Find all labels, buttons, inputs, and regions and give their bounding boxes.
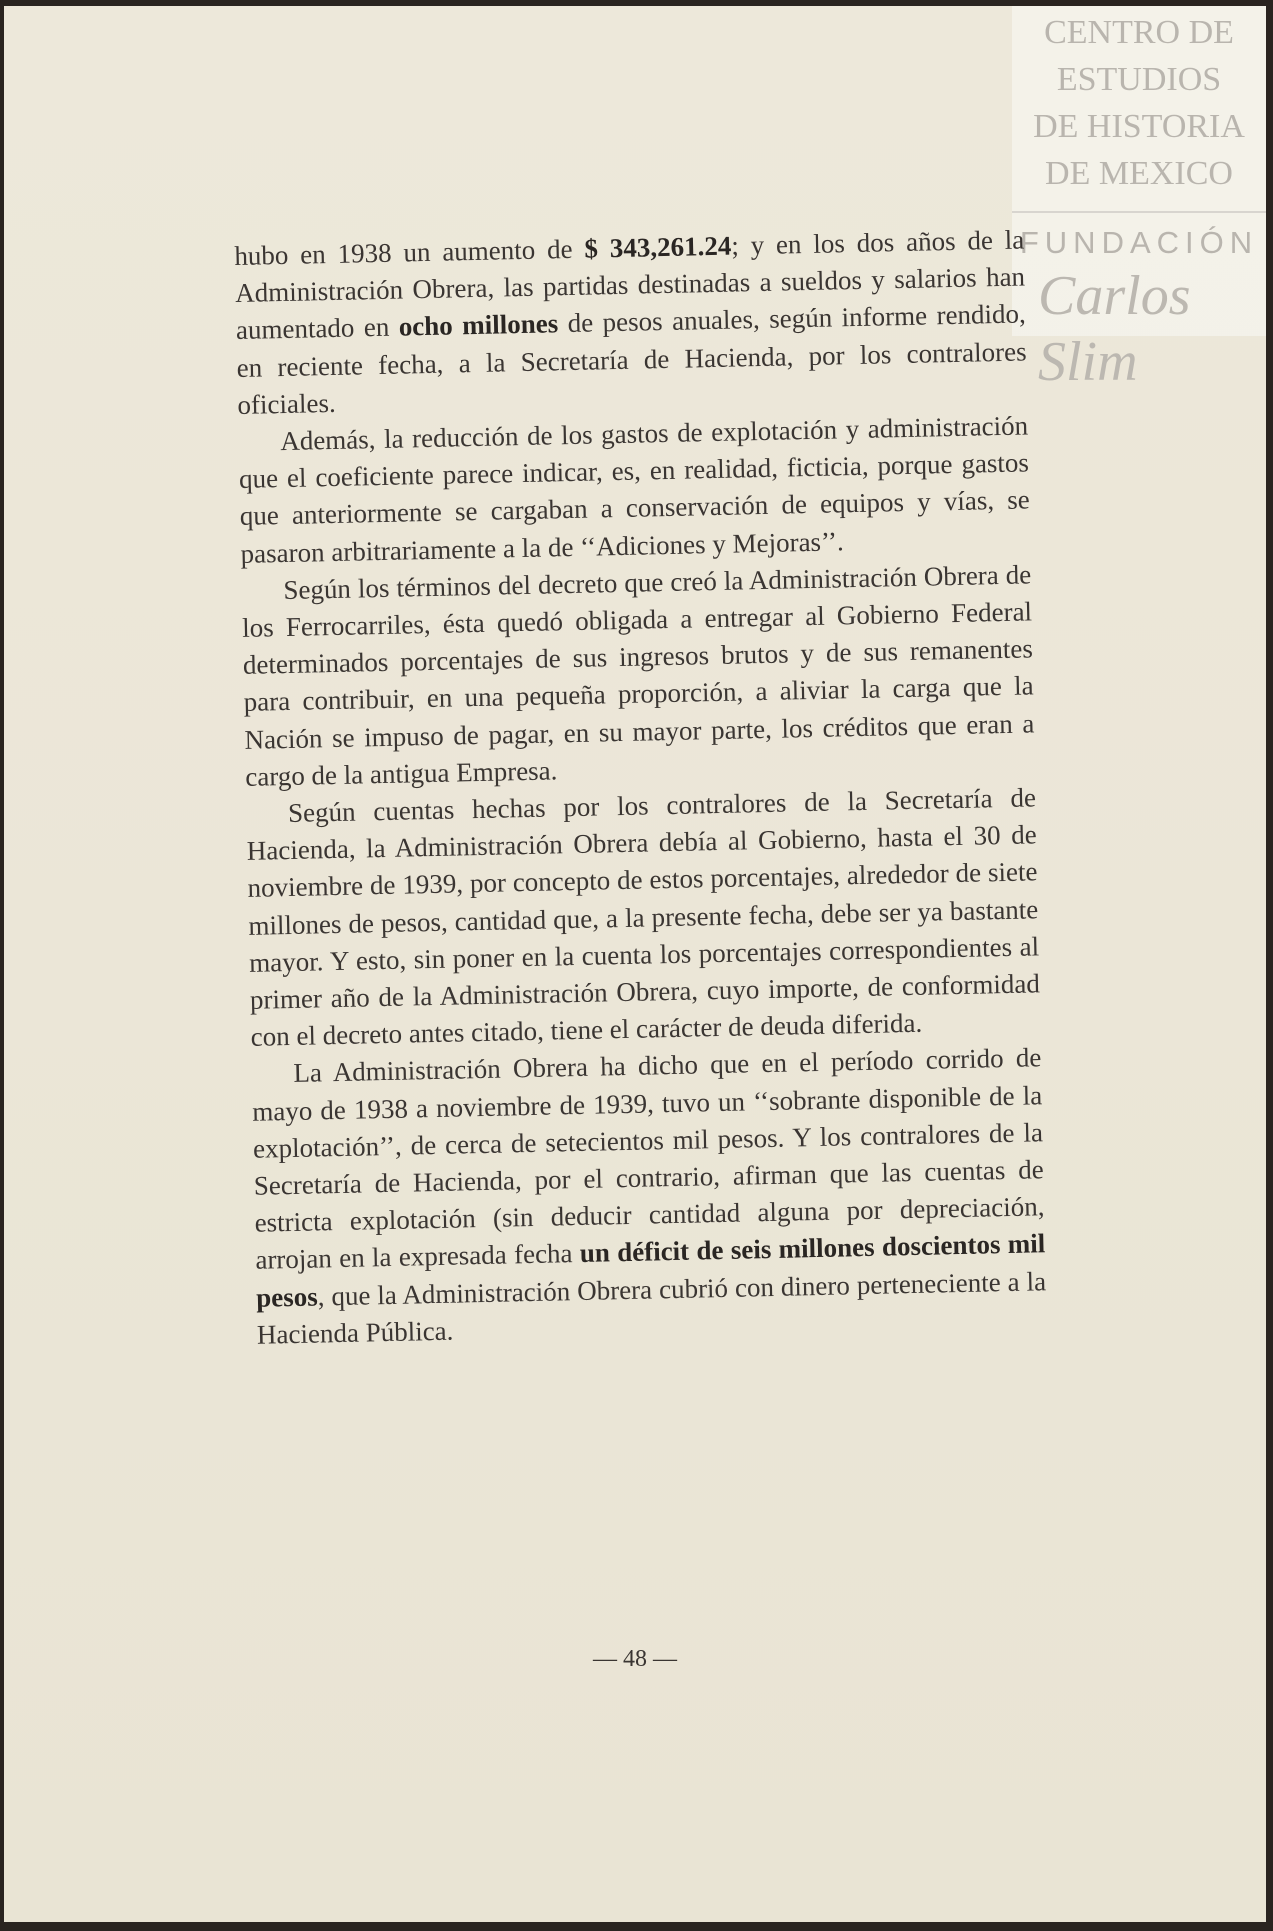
watermark-signature: Carlos Slim (1038, 265, 1191, 393)
text-run: Según los términos del decreto que creó la Administración Obrera de los Ferrocarriles, ésta quedó obligada a entregar al Gobierno Federal determinados porcentajes de sus ingresos brutos y de sus remanentes para contribuir, en una pequeña proporción, a aliviar la carga que la Nación se impuso de pagar, en su mayor parte, los créditos que eran a cargo de la antigua Empresa. (241, 559, 1035, 792)
emphasized-text: $ 343,261.24 (584, 230, 732, 264)
text-run: hubo en 1938 un aumento de (234, 233, 585, 271)
text-run: Según cuentas hechas por los contralores de la Secretaría de Hacienda, la Administración Obrera debía al Gobierno, hasta el 30 de noviembre de 1939, por concepto de estos porcentajes, alrededor de siete millones de pesos, cantidad que, a la presente fecha, debe ser ya bastante mayor. Y esto, sin poner en la cuenta los porcentajes correspondientes al primer año de la Administración Obrera, cuyo importe, de conformidad con el decreto antes citado, tiene el carácter de deuda diferida. (246, 782, 1041, 1053)
paragraph (241, 556, 1036, 796)
emphasized-text: un déficit de seis millones doscientos mil pesos (255, 1228, 1046, 1313)
paragraph (234, 221, 1028, 424)
document-page (4, 6, 1266, 1922)
text-run: , que la Administración Obrera cubrió con dinero perteneciente a la Hacienda Pública. (256, 1265, 1047, 1350)
text-run: ; y en los dos años de la Administración Obrera, las partidas destinadas a sueldos y salarios han aumentado en (234, 224, 1026, 346)
watermark-line: CENTRO DE (1044, 14, 1234, 51)
paragraph (251, 1040, 1047, 1354)
watermark-line: ESTUDIOS (1056, 61, 1222, 98)
body-text (234, 221, 1047, 1353)
page-number: — 48 — (593, 1646, 677, 1672)
watermark-line: DE HISTORIA (1033, 108, 1245, 145)
text-run: La Administración Obrera ha dicho que en el período corrido de mayo de 1938 a noviembre de 1939, tuvo un ‘‘sobrante disponible de la explotación’’, de cerca de setecientos mil pesos. Y los contralores de la Secretaría de Hacienda, por el contrario, afirman que las cuentas de estricta explotación (sin deducir cantidad alguna por depreciación, arrojan en la expresada fecha (251, 1042, 1045, 1276)
watermark-divider (1012, 211, 1266, 213)
watermark-foundation: FUNDACIÓN (1019, 225, 1259, 260)
emphasized-text: ocho millones (398, 308, 559, 342)
watermark-line: DE MEXICO (1045, 155, 1233, 192)
paragraph (246, 779, 1041, 1056)
text-run: Además, la reducción de los gastos de explotación y administración que el coeficiente parece indicar, es, en realidad, ficticia, porque gastos que anteriormente se cargaban a conservación de equipos y vías, se pasaron arbitrariamente a la de ‘‘Adiciones y Mejoras’’. (238, 410, 1030, 569)
paragraph (238, 407, 1031, 572)
archive-watermark (1012, 6, 1266, 393)
text-run: de pesos anuales, según informe rendido, en reciente fecha, a la Secretaría de Hacienda, por los contralores oficiales. (236, 298, 1027, 420)
